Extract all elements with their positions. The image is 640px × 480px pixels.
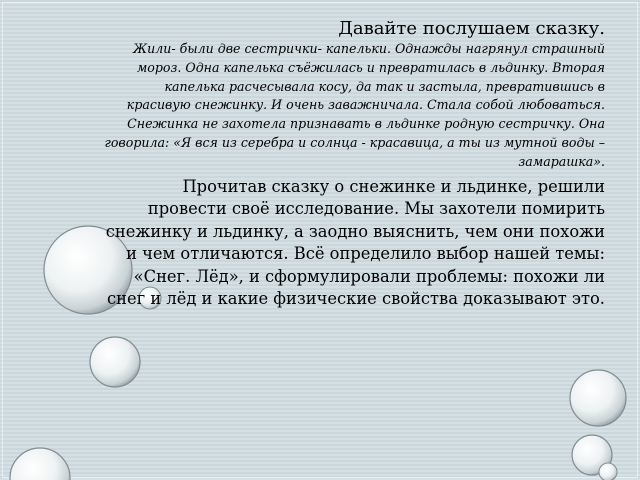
research-text: Прочитав сказку о снежинке и льдинке, решили провести своё исследование. Мы захотели помирить снежинку и льдинку, а заодно выяснить, чем они похожи и чем отличаются. Всё определило выбор нашей темы: «Снег. Лёд», и сформулировали проблемы: похожи ли снег и лёд и какие физические свойства доказывают это. [105, 176, 605, 309]
bubble-right-small [599, 463, 617, 480]
bubble-right-large [570, 370, 626, 426]
bubble-left-mid [90, 337, 140, 387]
text-block [100, 18, 605, 311]
bubble-left-bottom [10, 448, 70, 480]
fairy-tale-text: Жили- были две сестрички- капельки. Однажды нагрянул страшный мороз. Одна капелька съёжилась и превратилась в льдинку. Вторая капелька расчесывала косу, да так и застыла, превратившись в красивую снежинку. И очень заважничала. Стала собой любоваться. Снежинка не захотела признавать в льдинке родную сестричку. Она говорила: «Я вся из серебра и солнца - красавица, а ты из мутной воды – замарашка». [104, 41, 605, 169]
slide-heading: Давайте послушаем сказку. [338, 18, 605, 39]
